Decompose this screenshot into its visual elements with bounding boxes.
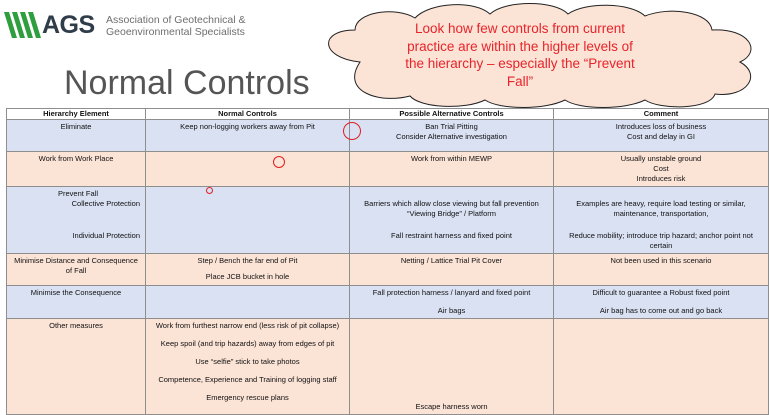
- cell-text: Other measures: [49, 321, 103, 330]
- cell-text: Netting / Lattice Trial Pit Cover: [400, 256, 503, 265]
- page-title: Normal Controls: [64, 64, 310, 102]
- cell-hierarchy: [7, 286, 146, 319]
- cell-text: Introduces risk: [636, 174, 686, 183]
- cell-text: Examples are heavy, require load testing or similar,: [576, 199, 746, 208]
- callout-line-3: the hierarchy – especially the “Prevent: [405, 56, 635, 71]
- ags-logo-mark-icon: [4, 10, 46, 40]
- cell-alternative: [350, 152, 554, 187]
- cell-text: Competence, Experience and Training of logging staff: [158, 375, 337, 384]
- cell-comment: [554, 286, 769, 319]
- cell-text: Use “selfie” stick to take photos: [195, 357, 300, 366]
- organisation-name-line-2: Geoenvironmental Specialists: [106, 26, 245, 38]
- cell-alternative: [350, 120, 554, 152]
- cell-text: Not been used in this scenario: [610, 256, 712, 265]
- logo-abbreviation: AGS: [42, 11, 95, 39]
- cell-alternative: [350, 187, 554, 254]
- ags-logo: [4, 10, 254, 46]
- callout-line-4: Fall”: [506, 73, 534, 89]
- cell-comment: [554, 152, 769, 187]
- cell-hierarchy: [7, 152, 146, 187]
- cell-normal: [146, 319, 350, 415]
- controls-table: [6, 108, 769, 415]
- cell-hierarchy: [7, 254, 146, 286]
- cell-text: Eliminate: [60, 122, 92, 131]
- cell-normal: [146, 187, 350, 254]
- cell-text: Individual Protection: [72, 231, 140, 240]
- cell-text: Escape harness worn: [415, 402, 488, 411]
- cell-text: Minimise Distance and Consequence: [14, 256, 138, 265]
- cell-text: Keep spoil (and trip hazards) away from edges of pit: [160, 339, 335, 348]
- cell-text: Step / Bench the far end of Pit: [197, 256, 298, 265]
- cell-comment: [554, 254, 769, 286]
- cell-text: Fall restraint harness and fixed point: [391, 231, 512, 240]
- cell-normal: [146, 152, 350, 187]
- column-header-alternative: Possible Alternative Controls: [350, 109, 554, 120]
- cell-text: Cost and delay in GI: [627, 132, 695, 141]
- callout-text: [370, 20, 670, 90]
- cell-text: certain: [649, 241, 673, 250]
- cell-normal: [146, 120, 350, 152]
- cell-text: Air bag has to come out and go back: [599, 306, 723, 315]
- cell-text: Difficult to guarantee a Robust fixed point: [592, 288, 730, 297]
- callout-line-1: Look how few controls from current: [414, 21, 626, 36]
- table-row: [7, 286, 769, 319]
- organisation-name-line-1: Association of Geotechnical &: [106, 14, 246, 26]
- table-row: [7, 120, 769, 152]
- cell-text: Minimise the Consequence: [30, 288, 122, 297]
- callout-line-2: practice are within the higher levels of: [407, 38, 633, 54]
- cell-text: Fall protection harness / lanyard and fixed point: [372, 288, 531, 297]
- cell-text: Keep non-logging workers away from Pit: [180, 122, 315, 131]
- annotation-circle-small: [206, 187, 213, 194]
- cell-hierarchy: [7, 319, 146, 415]
- annotation-circle-medium: [273, 156, 285, 168]
- cell-text: Work from furthest narrow end (less risk of pit collapse): [155, 321, 340, 330]
- annotation-circle-large: [343, 122, 361, 140]
- cell-text: Emergency rescue plans: [206, 393, 289, 402]
- cell-text: Ban Trial Pitting: [425, 122, 478, 131]
- cell-text: Usually unstable ground: [620, 154, 702, 163]
- cell-comment: [554, 319, 769, 415]
- table-row: [7, 187, 769, 254]
- cell-text: Work from Work Place: [38, 154, 114, 163]
- cell-text: Reduce mobility; introduce trip hazard; anchor point not: [569, 231, 753, 240]
- cell-text: of Fall: [65, 266, 87, 275]
- cell-hierarchy: [7, 187, 146, 254]
- cell-alternative: [350, 286, 554, 319]
- cell-text: Collective Protection: [71, 199, 140, 208]
- cell-normal: [146, 254, 350, 286]
- organisation-name: [106, 14, 246, 38]
- column-header-comment: Comment: [554, 109, 769, 120]
- cell-text: Cost: [653, 164, 669, 173]
- cell-text: maintenance, transportation,: [613, 209, 709, 218]
- column-header-normal: Normal Controls: [146, 109, 350, 120]
- table-row: [7, 254, 769, 286]
- table-header-row: [7, 109, 769, 120]
- cell-text: Barriers which allow close viewing but fall prevention: [364, 199, 539, 208]
- cell-text: “Viewing Bridge” / Platform: [406, 209, 497, 218]
- cell-text: Work from within MEWP: [410, 154, 493, 163]
- cell-text: Place JCB bucket in hole: [205, 272, 290, 281]
- cell-normal: [146, 286, 350, 319]
- column-header-hierarchy: Hierarchy Element: [7, 109, 146, 120]
- cell-text: Consider Alternative investigation: [396, 132, 507, 141]
- cell-comment: [554, 120, 769, 152]
- cell-text: Prevent Fall: [58, 189, 99, 198]
- cell-alternative: [350, 254, 554, 286]
- table-row: [7, 319, 769, 415]
- table-row: [7, 152, 769, 187]
- cell-hierarchy: [7, 120, 146, 152]
- cell-alternative: [350, 319, 554, 415]
- cell-text: Introduces loss of business: [615, 122, 707, 131]
- cell-text: Air bags: [437, 306, 466, 315]
- cell-comment: [554, 187, 769, 254]
